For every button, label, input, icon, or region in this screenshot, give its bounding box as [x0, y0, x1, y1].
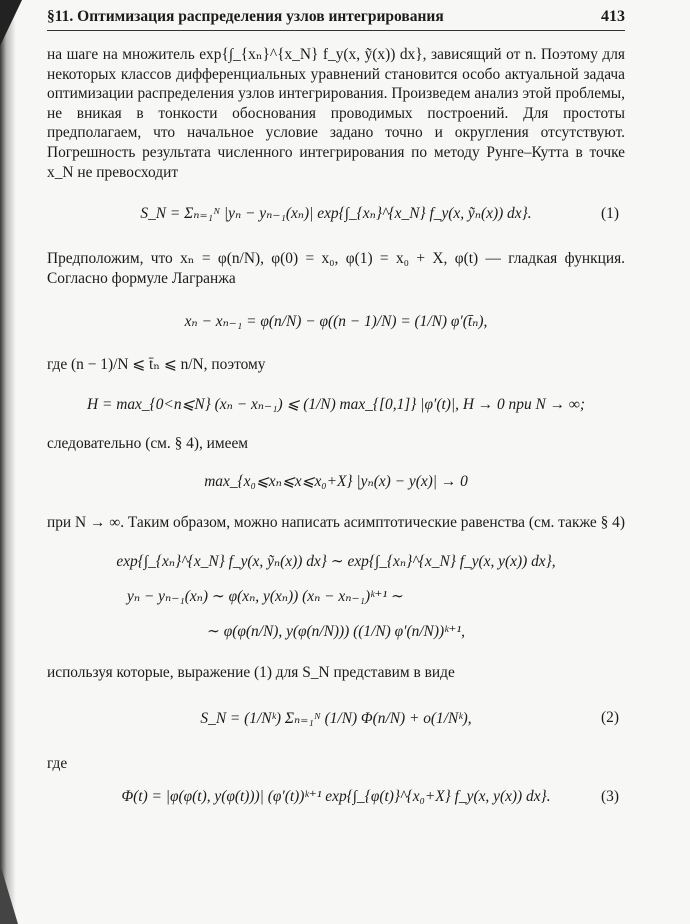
equation-2-body: S_N = (1/Nᵏ) Σₙ₌₁ᴺ (1/N) Φ(n/N) + o(1/Nᵏ),: [200, 709, 472, 727]
equation-max-body: max_{x₀⩽xₙ⩽x⩽x₀+X} |yₙ(x) − y(x)| → 0: [204, 472, 468, 490]
equation-1-body: S_N = Σₙ₌₁ᴺ |yₙ − yₙ₋₁(xₙ)| exp{∫_{xₙ}^{x_N} f_y(x, ỹₙ(x)) dx}.: [140, 205, 532, 223]
paragraph-7: где: [47, 754, 68, 772]
equation-H: [47, 395, 625, 414]
equation-2-number: (2): [601, 709, 619, 727]
equation-asymptotic-2: [47, 587, 625, 606]
book-page: [47, 8, 625, 806]
equation-max: [47, 472, 625, 491]
paragraph-5: при N → ∞. Таким образом, можно написать асимптотические равенства (см. также § 4): [47, 513, 625, 531]
equation-2: [47, 709, 625, 728]
paragraph-2: Предположим, что xₙ = φ(n/N), φ(0) = x₀, φ(1) = x₀ + X, φ(t) — гладкая функция. Согласно формуле Лагранжа: [47, 250, 625, 287]
scan-corner-top: [0, 0, 22, 46]
equation-3: [47, 787, 625, 806]
paragraph-6: используя которые, выражение (1) для S_N представим в виде: [47, 664, 455, 682]
equation-asymptotic-1: [47, 552, 625, 571]
running-header: [47, 8, 625, 31]
paragraph-4: следовательно (см. § 4), имеем: [47, 434, 249, 452]
equation-lagrange: [47, 312, 625, 331]
equation-lagrange-body: xₙ − xₙ₋₁ = φ(n/N) − φ((n − 1)/N) = (1/N) φ′(t̄ₙ),: [184, 313, 488, 331]
equation-H-body: H = max_{0<n⩽N} (xₙ − xₙ₋₁) ⩽ (1/N) max_{[0,1]} |φ′(t)|, H → 0 при N → ∞;: [87, 395, 585, 413]
equation-1: [47, 204, 625, 223]
paragraph-1: на шаге на множитель exp{∫_{xₙ}^{x_N} f_y(x, ỹ(x)) dx}, зависящий от n. Поэтому для некоторых классов дифференциальных уравнений становится особо актуальной задача оптимизации распределения узлов интегрирования. Произведем анализ этой проблемы, не вникая в тонкости обоснования проводимых построений. Для простоты предполагаем, что начальное условие задано точно и округления отсутствуют. Погрешность результата численного интегрирования по методу Рунге–Кутта в точке x_N не превосходит: [47, 46, 625, 181]
equation-1-number: (1): [601, 204, 619, 222]
equation-asymptotic-2-body: yₙ − yₙ₋₁(xₙ) ∼ φ(xₙ, y(xₙ)) (xₙ − xₙ₋₁)ᵏ⁺¹ ∼: [127, 588, 404, 606]
section-title: §11. Оптимизация распределения узлов интегрирования: [47, 8, 444, 25]
scan-edge-shadow: [0, 0, 16, 924]
equation-asymptotic-3: [47, 622, 625, 641]
equation-asymptotic-1-body: exp{∫_{xₙ}^{x_N} f_y(x, ỹₙ(x)) dx} ∼ exp{∫_{xₙ}^{x_N} f_y(x, y(x)) dx},: [116, 553, 556, 571]
paragraph-3: где (n − 1)/N ⩽ t̄ₙ ⩽ n/N, поэтому: [47, 356, 266, 374]
equation-asymptotic-3-body: ∼ φ(φ(n/N), y(φ(n/N))) ((1/N) φ′(n/N))ᵏ⁺¹,: [206, 623, 465, 641]
scan-corner-bottom: [0, 864, 18, 924]
page-number: 413: [601, 8, 625, 25]
equation-3-number: (3): [601, 787, 619, 805]
equation-3-body: Φ(t) = |φ(φ(t), y(φ(t)))| (φ′(t))ᵏ⁺¹ exp{∫_{φ(t)}^{x₀+X} f_y(x, y(x)) dx}.: [121, 788, 551, 806]
